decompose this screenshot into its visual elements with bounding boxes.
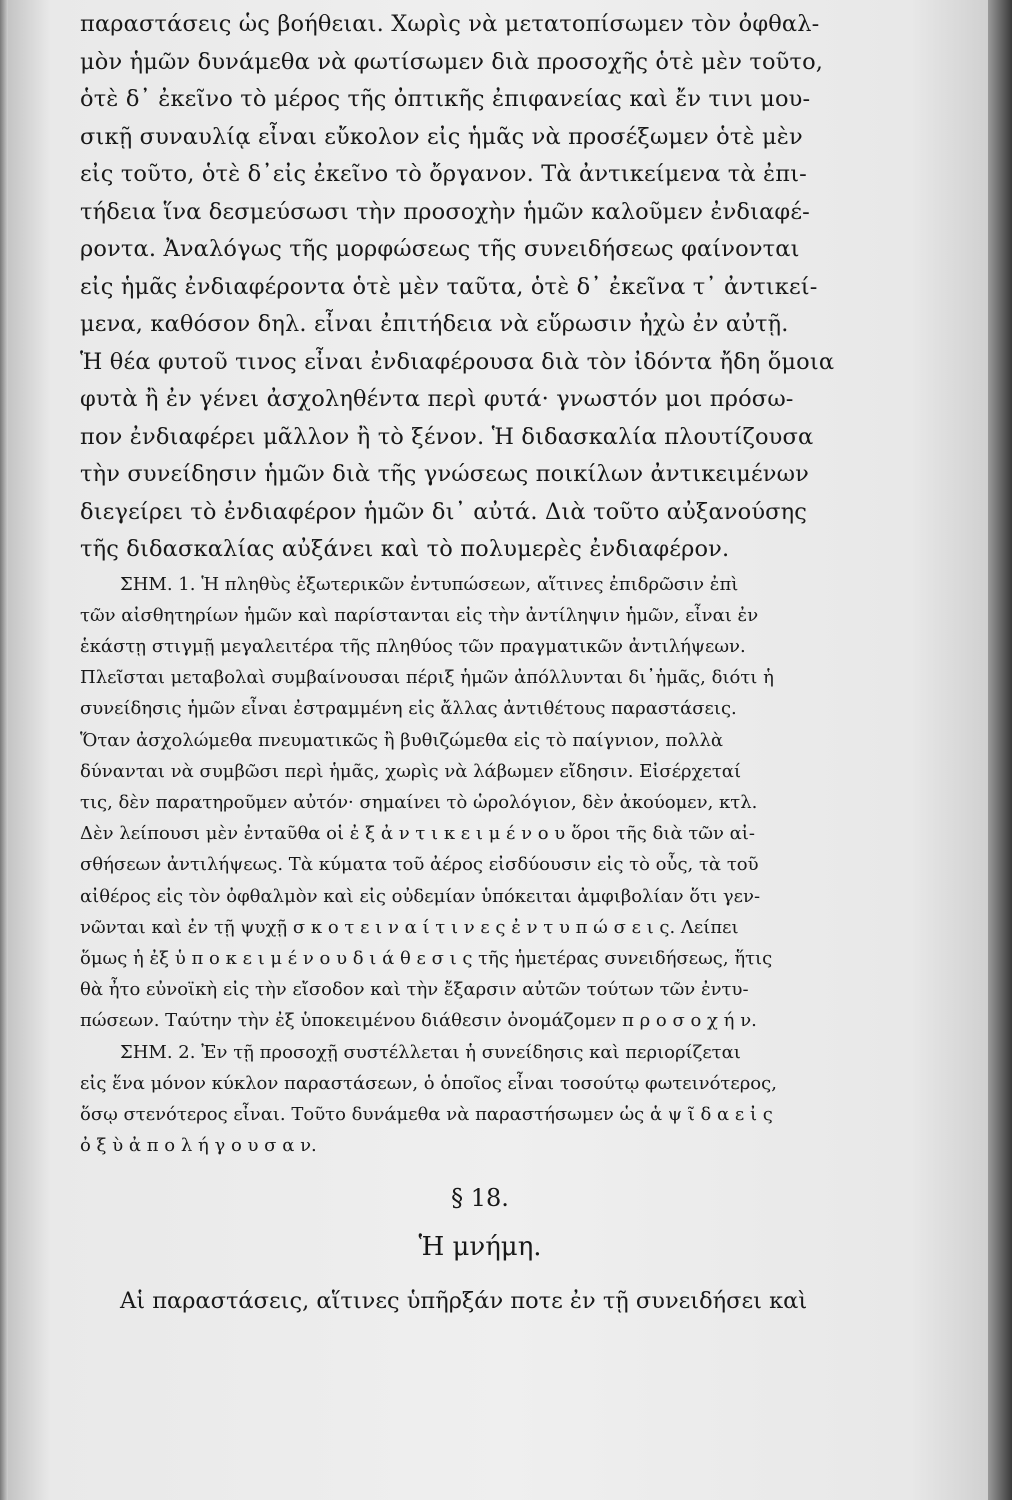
note-2 — [80, 1037, 880, 1162]
note-line: θὰ ἦτο εὐνοϊκὴ εἰς τὴν εἴσοδον καὶ τὴν ἔξαρσιν αὐτῶν τούτων τῶν ἐντυ- — [80, 979, 749, 1001]
note-line: τῶν αἰσθητηρίων ἡμῶν καὶ παρίστανται εἰς τὴν ἀντίληψιν ἡμῶν, εἶναι ἐν — [80, 604, 759, 626]
text-line: τῆς διδασκαλίας αὐξάνει καὶ τὸ πολυμερὲς ἐνδιαφέρον. — [80, 536, 730, 562]
note-line: τις, δὲν παρατηροῦμεν αὐτόν· σημαίνει τὸ ὡρολόγιον, δὲν ἀκούομεν, κτλ. — [80, 791, 758, 813]
note-1 — [80, 569, 880, 1037]
text-line: τήδεια ἵνα δεσμεύσωσι τὴν προσοχὴν ἡμῶν καλοῦμεν ἐνδιαφέ- — [80, 198, 810, 225]
text-line: σικῇ συναυλίᾳ εἶναι εὔκολον εἰς ἡμᾶς νὰ προσέξωμεν ὁτὲ μὲν — [80, 123, 803, 150]
text-line: μενα, καθόσον δηλ. εἶναι ἐπιτήδεια νὰ εὕρωσιν ἠχὼ ἐν αὐτῇ. — [80, 311, 789, 337]
note-line: Δὲν λείπουσι μὲν ἐνταῦθα οἱ ἐ ξ ἀ ν τ ι κ ε ι μ έ ν ο υ ὅροι τῆς διὰ τῶν αἰ- — [80, 823, 755, 845]
text-line: πον ἐνδιαφέρει μᾶλλον ἢ τὸ ξένον. Ἡ διδασκαλία πλουτίζουσα — [80, 423, 814, 450]
note-line: συνείδησις ἡμῶν εἶναι ἐστραμμένη εἰς ἄλλας ἀντιθέτους παραστάσεις. — [80, 698, 737, 720]
text-line: μὸν ἡμῶν δυνάμεθα νὰ φωτίσωμεν διὰ προσοχῆς ὁτὲ μὲν τοῦτο, — [80, 48, 824, 75]
note-line: Πλεῖσται μεταβολαὶ συμβαίνουσαι πέριξ ἡμῶν ἀπόλλυνται δι᾽ἡμᾶς, διότι ἡ — [80, 667, 774, 689]
text-line: διεγείρει τὸ ἐνδιαφέρον ἡμῶν δι᾽ αὐτά. Διὰ τοῦτο αὐξανούσης — [80, 498, 808, 525]
text-line: τὴν συνείδησιν ἡμῶν διὰ τῆς γνώσεως ποικίλων ἀντικειμένων — [80, 461, 809, 487]
page-text — [80, 6, 880, 1321]
note-line: αἰθέρος εἰς τὸν ὀφθαλμὸν καὶ εἰς οὐδεμίαν ὑπόκειται ἀμφιβολίαν ὅτι γεν- — [80, 885, 761, 907]
text-line: παραστάσεις ὡς βοήθειαι. Χωρὶς νὰ μετατοπίσωμεν τὸν ὀφθαλ- — [80, 11, 820, 37]
page-left-edge — [0, 0, 8, 1500]
section-title: Ἡ μνήμη. — [418, 1232, 542, 1263]
note-line: ὅσῳ στενότερος εἶναι. Τοῦτο δυνάμεθα νὰ παραστήσωμεν ὡς ἁ ψ ῖ δ α ε ἰ ς — [80, 1103, 773, 1125]
note-line: ἑκάστῃ στιγμῇ μεγαλειτέρα τῆς πληθύος τῶν πραγματικῶν ἀντιλήψεων. — [80, 635, 746, 657]
note-line: δύνανται νὰ συμβῶσι περὶ ἡμᾶς, χωρὶς νὰ λάβωμεν εἴδησιν. Εἰσέρχεταί — [80, 760, 741, 782]
note-line: νῶνται καὶ ἐν τῇ ψυχῇ σ κ ο τ ε ι ν α ί τ ι ν ε ς ἐ ν τ υ π ώ σ ε ι ς. Λείπει — [80, 916, 739, 938]
note-line: ΣΗΜ. 1. Ἡ πληθὺς ἐξωτερικῶν ἐντυπώσεων, αἵτινες ἐπιδρῶσιν ἐπὶ — [120, 573, 739, 595]
page-right-edge — [988, 0, 1012, 1500]
main-paragraph — [80, 6, 880, 569]
note-line: εἰς ἕνα μόνον κύκλον παραστάσεων, ὁ ὁποῖος εἶναι τοσούτῳ φωτεινότερος, — [80, 1072, 777, 1094]
text-line: Αἱ παραστάσεις, αἵτινες ὑπῆρξάν ποτε ἐν τῇ συνειδήσει καὶ — [120, 1288, 808, 1315]
text-line: ροντα. Ἀναλόγως τῆς μορφώσεως τῆς συνειδήσεως φαίνονται — [80, 236, 800, 262]
text-line: Ἡ θέα φυτοῦ τινος εἶναι ἐνδιαφέρουσα διὰ τὸν ἰδόντα ἤδη ὅμοια — [80, 348, 835, 375]
note-line: ὀ ξ ὺ ἀ π ο λ ή γ ο υ σ α ν. — [80, 1135, 317, 1157]
text-line: εἰς ἡμᾶς ἐνδιαφέροντα ὁτὲ μὲν ταῦτα, ὁτὲ δ᾽ ἐκεῖνα τ᾽ ἀντικεί- — [80, 273, 818, 300]
note-line: ὅμως ἡ ἐξ ὑ π ο κ ε ι μ έ ν ο υ δ ι ά θ ε σ ι ς τῆς ἡμετέρας συνειδήσεως, ἥτις — [80, 947, 773, 969]
note-line: Ὅταν ἀσχολώμεθα πνευματικῶς ἢ βυθιζώμεθα εἰς τὸ παίγνιον, πολλὰ — [80, 729, 724, 751]
note-line: ΣΗΜ. 2. Ἐν τῇ προσοχῇ συστέλλεται ἡ συνείδησις καὶ περιορίζεται — [120, 1041, 741, 1063]
section-number: § 18. — [451, 1184, 509, 1213]
text-line: ὁτὲ δ᾽ ἐκεῖνο τὸ μέρος τῆς ὀπτικῆς ἐπιφανείας καὶ ἔν τινι μου- — [80, 86, 811, 112]
text-line: φυτὰ ἢ ἐν γένει ἀσχοληθέντα περὶ φυτά· γνωστόν μοι πρόσω- — [80, 386, 794, 412]
text-line: εἰς τοῦτο, ὁτὲ δ᾽εἰς ἐκεῖνο τὸ ὄργανον. Τὰ ἀντικείμενα τὰ ἐπι- — [80, 161, 807, 187]
note-line: πώσεων. Ταύτην τὴν ἐξ ὑποκειμένου διάθεσιν ὀνομάζομεν π ρ ο σ ο χ ή ν. — [80, 1010, 757, 1032]
note-line: σθήσεων ἀντιλήψεως. Τὰ κύματα τοῦ ἀέρος εἰσδύουσιν εἰς τὸ οὖς, τὰ τοῦ — [80, 854, 759, 876]
